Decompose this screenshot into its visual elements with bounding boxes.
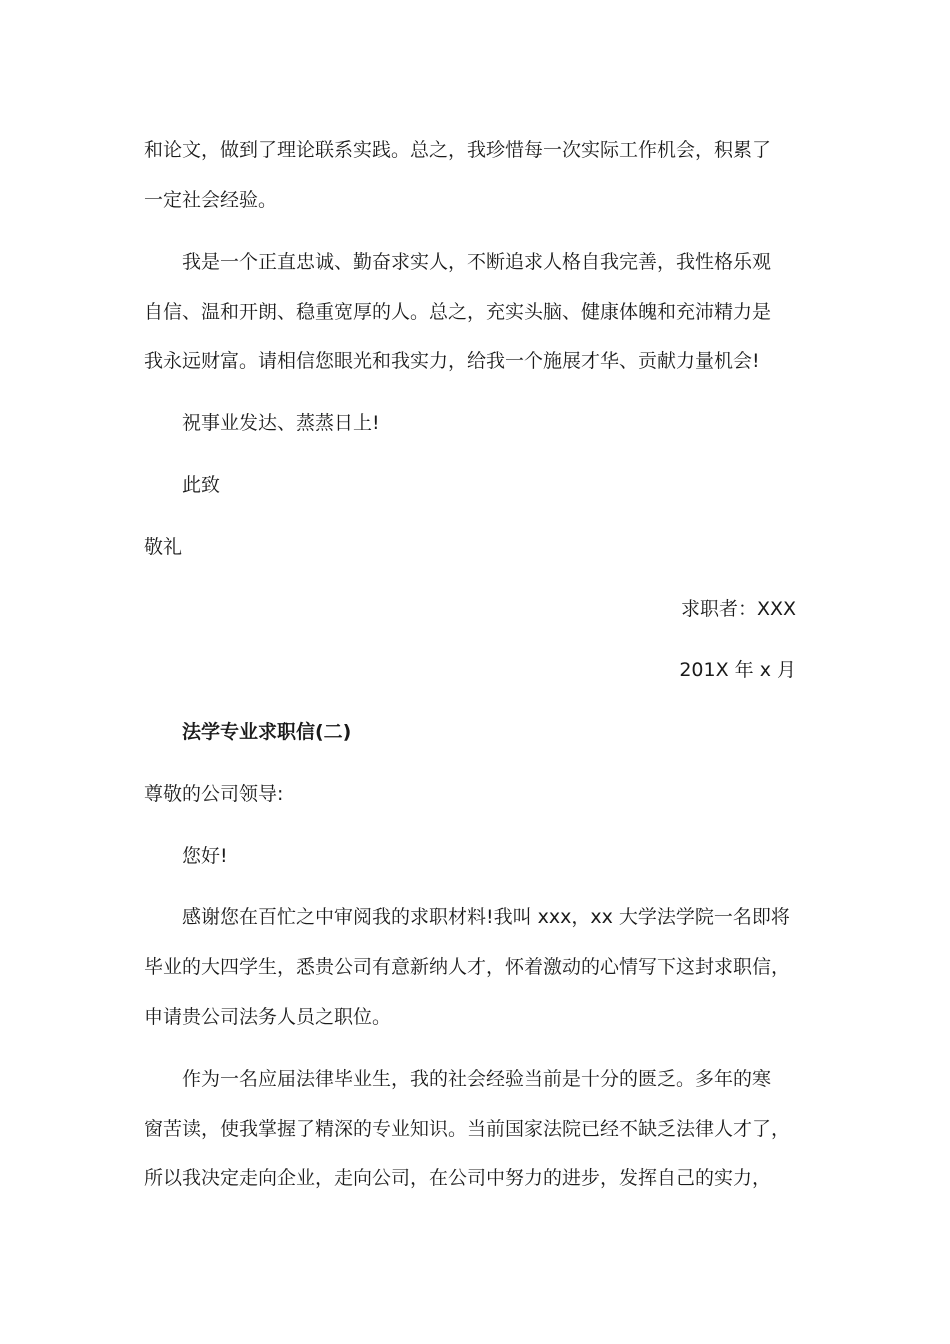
salutation: 尊敬的公司领导:	[144, 783, 284, 805]
date: 201X 年 x 月	[679, 659, 796, 681]
closing-line: 敬礼	[144, 536, 183, 558]
paragraph-line: 窗苦读，使我掌握了精深的专业知识。当前国家法院已经不缺乏法律人才了，	[144, 1118, 791, 1140]
paragraph-line: 感谢您在百忙之中审阅我的求职材料!我叫 xxx，xx 大学法学院一名即将	[182, 906, 790, 928]
paragraph-line: 我是一个正直忠诚、勤奋求实人，不断追求人格自我完善，我性格乐观	[182, 251, 772, 273]
signature: 求职者：XXX	[680, 598, 796, 620]
paragraph-line: 申请贵公司法务人员之职位。	[144, 1006, 392, 1028]
paragraph-line: 自信、温和开朗、稳重宽厚的人。总之，充实头脑、健康体魄和充沛精力是	[144, 301, 772, 323]
paragraph-line: 所以我决定走向企业，走向公司，在公司中努力的进步，发挥自己的实力，	[144, 1167, 772, 1189]
closing-line: 此致	[182, 474, 221, 496]
section-title: 法学专业求职信(二)	[182, 721, 352, 743]
paragraph-line: 作为一名应届法律毕业生，我的社会经验当前是十分的匮乏。多年的寒	[182, 1068, 772, 1090]
paragraph-line: 一定社会经验。	[144, 189, 278, 211]
wish-line: 祝事业发达、蒸蒸日上!	[182, 412, 380, 434]
greeting: 您好!	[182, 845, 228, 867]
paragraph-line: 我永远财富。请相信您眼光和我实力，给我一个施展才华、贡献力量机会!	[144, 350, 760, 372]
paragraph-line: 毕业的大四学生，悉贵公司有意新纳人才，怀着激动的心情写下这封求职信，	[144, 956, 791, 978]
paragraph-line: 和论文，做到了理论联系实践。总之，我珍惜每一次实际工作机会，积累了	[144, 139, 772, 161]
